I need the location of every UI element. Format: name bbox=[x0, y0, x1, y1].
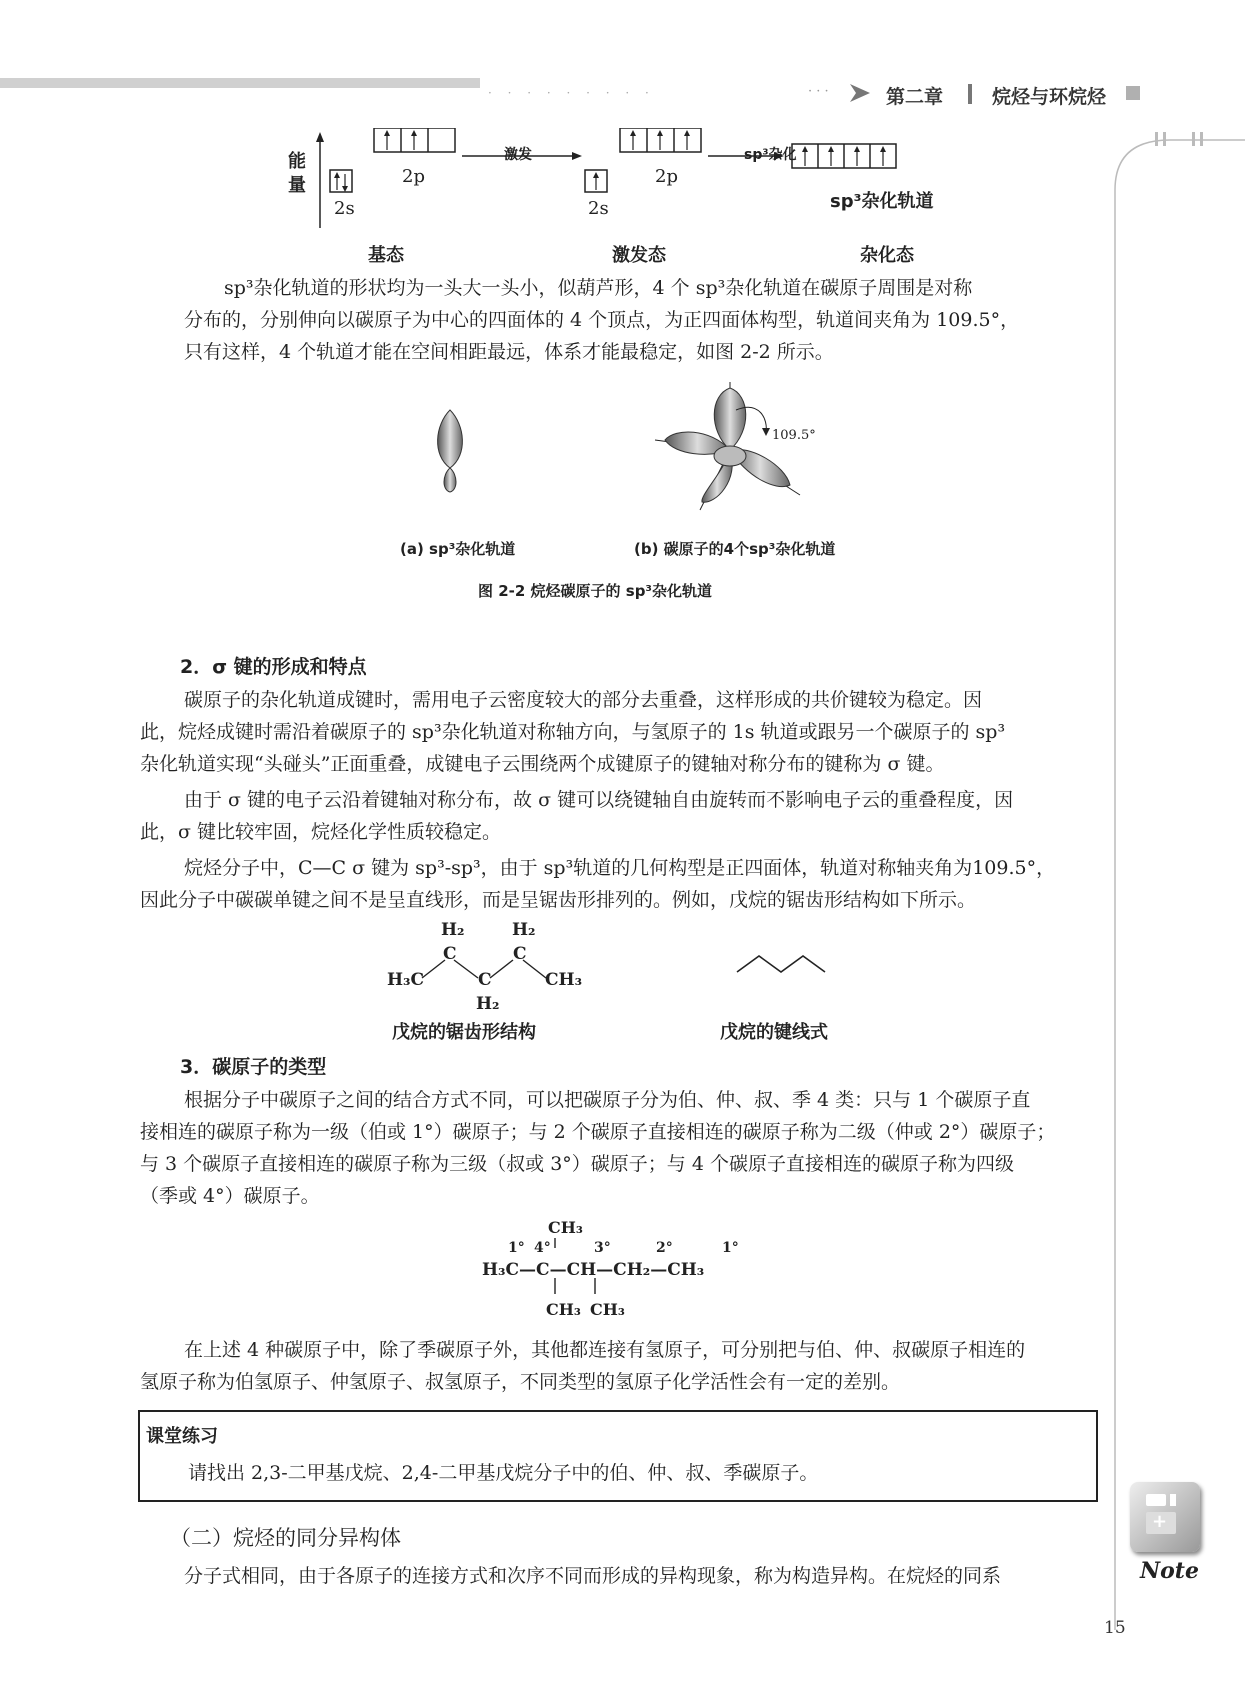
orbital-2p-excited: 2p bbox=[655, 166, 678, 187]
mol-degree-1b: 1° bbox=[722, 1240, 739, 1256]
section-2-heading: 2．σ 键的形成和特点 bbox=[180, 656, 367, 678]
chapter-title: 烷烃与环烷烃 bbox=[992, 86, 1107, 108]
pentane-h2-top-right: H₂ bbox=[512, 920, 536, 940]
header-dots: · · · · · · · · · bbox=[488, 86, 655, 100]
exercise-text: 请找出 2,3-二甲基戊烷、2,4-二甲基戊烷分子中的伯、仲、叔、季碳原子。 bbox=[188, 1462, 819, 1484]
mol-degree-3: 3° bbox=[594, 1240, 611, 1256]
hybridization-diagram bbox=[280, 128, 960, 238]
section-3-paragraph-2: 在上述 4 种碳原子中，除了季碳原子外，其他都连接有氢原子，可分别把与伯、仲、叔碳原子相连的 氢原子称为伯氢原子、仲氢原子、叔氢原子，不同类型的氢原子化学活性会有一定的差别。 bbox=[140, 1339, 1026, 1393]
note-icon: + bbox=[1130, 1482, 1200, 1552]
pentane-bondline-label: 戊烷的键线式 bbox=[720, 1022, 828, 1043]
isomer-heading: （二）烷烃的同分异构体 bbox=[170, 1526, 401, 1550]
section-2-paragraph-2: 由于 σ 键的电子云沿着键轴对称分布，故 σ 键可以绕键轴自由旋转而不影响电子云的重叠程度，因 此，σ 键比较牢固，烷烃化学性质较稳定。 bbox=[140, 789, 1014, 843]
angle-label: 109.5° bbox=[772, 428, 816, 443]
caption-a: (a) sp³杂化轨道 bbox=[400, 540, 516, 558]
state-hybrid-label: 杂化态 bbox=[860, 245, 914, 266]
section-2-paragraph-3: 烷烃分子中，C—C σ 键为 sp³-sp³，由于 sp³轨道的几何构型是正四面体，轨道对称轴夹角为109.5°， 因此分子中碳碳单键之间不是呈直线形，而是呈锯齿形排列的。例如，戊烷的锯齿形结构如下所示。 bbox=[140, 857, 1056, 911]
orbital-2s-ground: 2s bbox=[334, 198, 355, 219]
sp3-orbital-label: sp³杂化轨道 bbox=[830, 191, 934, 212]
pentane-ch3: CH₃ bbox=[545, 970, 583, 990]
orbital-2s-excited: 2s bbox=[588, 198, 609, 219]
pentane-h2-top-left: H₂ bbox=[441, 920, 465, 940]
energy-label: 能量 bbox=[288, 151, 306, 196]
note-label: Note bbox=[1140, 1558, 1199, 1584]
pentane-h3c: H₃C bbox=[387, 970, 425, 990]
state-excited-label: 激发态 bbox=[612, 245, 666, 266]
margin-line bbox=[1110, 130, 1245, 1630]
chapter-label: 第二章 bbox=[886, 86, 944, 108]
state-ground-label: 基态 bbox=[368, 245, 404, 266]
mol-ch3-top: CH₃ bbox=[548, 1218, 583, 1237]
section-2-paragraph-1: 碳原子的杂化轨道成键时，需用电子云密度较大的部分去重叠，这样形成的共价键较为稳定。因 此，烷烃成键时需沿着碳原子的 sp³杂化轨道对称轴方向，与氢原子的 1s 轨道或跟另一个碳原子的 sp³ 杂化轨道实现“头碰头”正面重叠，成键电子云围绕两个成键原子的键轴对称分布的键称为 σ 键。 bbox=[140, 689, 1006, 775]
exercise-title: 课堂练习 bbox=[146, 1426, 218, 1447]
pentane-c-left: C bbox=[443, 944, 457, 964]
page-number: 15 bbox=[1104, 1618, 1126, 1638]
section-3-heading: 3．碳原子的类型 bbox=[180, 1056, 327, 1078]
pentane-c-middle: C bbox=[478, 970, 492, 990]
mol-vertical-bonds bbox=[545, 1238, 605, 1298]
mol-degree-4: 4° bbox=[534, 1240, 551, 1256]
header-square-icon bbox=[1126, 86, 1140, 100]
mol-ch3-bottom-2: CH₃ bbox=[590, 1300, 625, 1319]
mol-degree-2: 2° bbox=[656, 1240, 673, 1256]
mol-main-chain: H₃C—C—CH—CH₂—CH₃ bbox=[482, 1260, 705, 1280]
chevron-right-icon bbox=[848, 82, 872, 104]
exercise-box bbox=[138, 1410, 1098, 1502]
arrow-excite-label: 激发 bbox=[504, 147, 532, 163]
header-divider bbox=[968, 84, 972, 104]
paragraph-sp3-shape: sp³杂化轨道的形状均为一头大一头小，似葫芦形，4 个 sp³杂化轨道在碳原子周围是对称 分布的，分别伸向以碳原子为中心的四面体的 4 个顶点，为正四面体构型，轨道间夹角为 109.5°， 只有这样，4 个轨道才能在空间相距最远，体系才能最稳定，如图 2-2 所示。 bbox=[184, 277, 1020, 363]
caption-b: (b) 碳原子的4个sp³杂化轨道 bbox=[634, 540, 836, 558]
pentane-zigzag-label: 戊烷的锯齿形结构 bbox=[392, 1022, 536, 1043]
orbital-2p-ground: 2p bbox=[402, 166, 425, 187]
header-arrow-icon: · · · bbox=[808, 84, 829, 99]
sp3-orbital-figure bbox=[420, 380, 840, 540]
header-bar bbox=[0, 78, 480, 88]
pentane-c-right: C bbox=[513, 944, 527, 964]
figure-caption: 图 2-2 烷烃碳原子的 sp³杂化轨道 bbox=[478, 582, 713, 600]
pentane-h2-bottom: H₂ bbox=[476, 994, 500, 1014]
mol-degree-1: 1° bbox=[508, 1240, 525, 1256]
mol-ch3-bottom-1: CH₃ bbox=[546, 1300, 581, 1319]
arrow-hybrid-label: sp³杂化 bbox=[744, 147, 797, 163]
isomer-paragraph: 分子式相同，由于各原子的连接方式和次序不同而形成的异构现象，称为构造异构。在烷烃的同系 bbox=[184, 1565, 1002, 1587]
section-3-paragraph-1: 根据分子中碳原子之间的结合方式不同，可以把碳原子分为伯、仲、叔、季 4 类：只与 1 个碳原子直 接相连的碳原子称为一级（伯或 1°）碳原子；与 2 个碳原子直接相连的碳原子称为二级（仲或 2°）碳原子； 与 3 个碳原子直接相连的碳原子称为三级（叔或 3°）碳原子；与 4 个碳原子直接相连的碳原子称为四级 （季或 4°）碳原子。 bbox=[140, 1089, 1056, 1207]
pentane-bond-line bbox=[735, 950, 835, 980]
